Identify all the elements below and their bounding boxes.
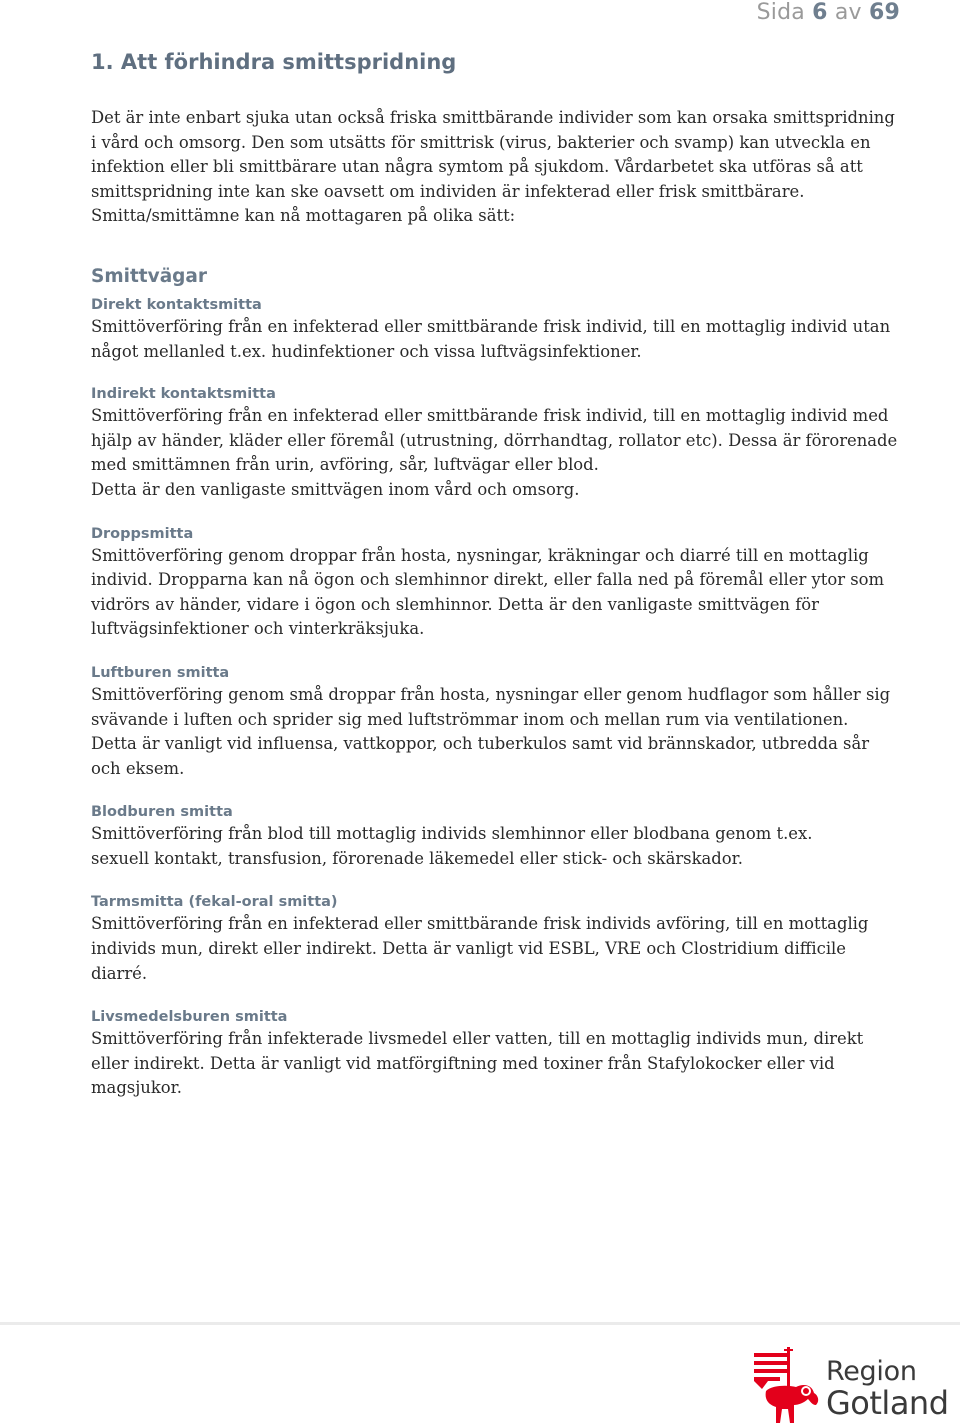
route-text: Smittöverföring genom droppar från hosta, nysningar, kräkningar och diarré till en mottaglig individ. Dropparna kan nå ögon och slemhinnor direkt, eller falla ned på föremål eller ytor som vidrörs av händer, vidare i ögon och slemhinnor. Detta är den vanligaste smittvägen för luftvägsinfektioner och vinterkräksjuka.: [91, 545, 885, 639]
page-counter: [757, 0, 900, 25]
page-counter-total: 69: [868, 0, 900, 25]
route-droplet: [91, 524, 901, 642]
page-counter-current: 6: [812, 0, 828, 25]
route-indirect-contact: [91, 384, 901, 502]
footer-divider: [0, 1322, 960, 1325]
route-text: Smittöverföring från en infekterad eller smittbärande frisk individs avföring, till en mottaglig individs mun, direkt eller indirekt. Detta är vanligt vid ESBL, VRE och Clostridium difficile diarré.: [91, 914, 869, 983]
route-bloodborne: [91, 802, 901, 871]
route-text: Smittöverföring genom små droppar från hosta, nysningar eller genom hudflagor som håller sig svävande i luften och sprider sig med luftströmmar inom och mellan rum via ventilationen.: [91, 684, 891, 729]
page-counter-prefix: Sida: [756, 0, 805, 25]
route-text: Smittöverföring från en infekterad eller smittbärande frisk individ, till en mottaglig individ med hjälp av händer, kläder eller föremål (utrustning, dörrhandtag, rollator etc). Dessa är förorenade med smittämnen från urin, avföring, sår, luftvägar eller blod.: [91, 406, 898, 475]
route-title: Livsmedelsburen smitta: [91, 1009, 288, 1026]
route-foodborne: [91, 1007, 901, 1101]
route-text-note: Detta är den vanligaste smittvägen inom vård och omsorg.: [91, 479, 580, 499]
route-fecal-oral: [91, 892, 901, 986]
document-body: [91, 106, 901, 1101]
route-text: Smittöverföring från blod till mottaglig individs slemhinnor eller blodbana genom t.ex.: [91, 824, 813, 844]
route-title: Tarmsmitta (fekal-oral smitta): [91, 894, 338, 911]
route-text: Smittöverföring från en infekterad eller smittbärande frisk individ, till en mottaglig individ utan något mellanled t.ex. hudinfektioner och vissa luftvägsinfektioner.: [91, 316, 891, 361]
route-title: Direkt kontaktsmitta: [91, 296, 262, 313]
route-title: Indirekt kontaktsmitta: [91, 386, 276, 403]
route-title: Blodburen smitta: [91, 804, 233, 821]
logo-line-region: Region: [826, 1356, 917, 1387]
page-counter-separator: av: [834, 0, 862, 25]
route-title: Droppsmitta: [91, 525, 194, 542]
route-airborne: [91, 663, 901, 781]
route-direct-contact: [91, 295, 901, 364]
routes-heading: Smittvägar: [91, 265, 208, 287]
section-heading: 1. Att förhindra smittspridning: [91, 50, 457, 74]
route-text: Smittöverföring från infekterade livsmedel eller vatten, till en mottaglig individs mun, direkt eller indirekt. Detta är vanligt vid matförgiftning med toxiner från Stafylokocker eller vid magsjukor.: [91, 1029, 864, 1098]
route-text-note: Detta är vanligt vid influensa, vattkoppor, och tuberkulos samt vid brännskador, utbredda sår och eksem.: [91, 734, 870, 778]
intro-paragraph: Det är inte enbart sjuka utan också friska smittbärande individer som kan orsaka smittspridning i vård och omsorg. Den som utsätts för smittrisk (virus, bakterier och svamp) kan utveckla en infektion eller bli smittbärare utan några symtom på sjukdom. Vårdarbetet ska utföras så att smittspridning inte kan ske oavsett om individen är infekterad eller frisk smittbärare. Smitta/smittämne kan nå mottagaren på olika sätt:: [91, 108, 895, 226]
route-text-note: sexuell kontakt, transfusion, förorenade läkemedel eller stick- och skärskador.: [91, 848, 743, 868]
route-title: Luftburen smitta: [91, 664, 230, 681]
logo-line-gotland: Gotland: [826, 1384, 949, 1422]
region-gotland-logo: [826, 1356, 949, 1422]
